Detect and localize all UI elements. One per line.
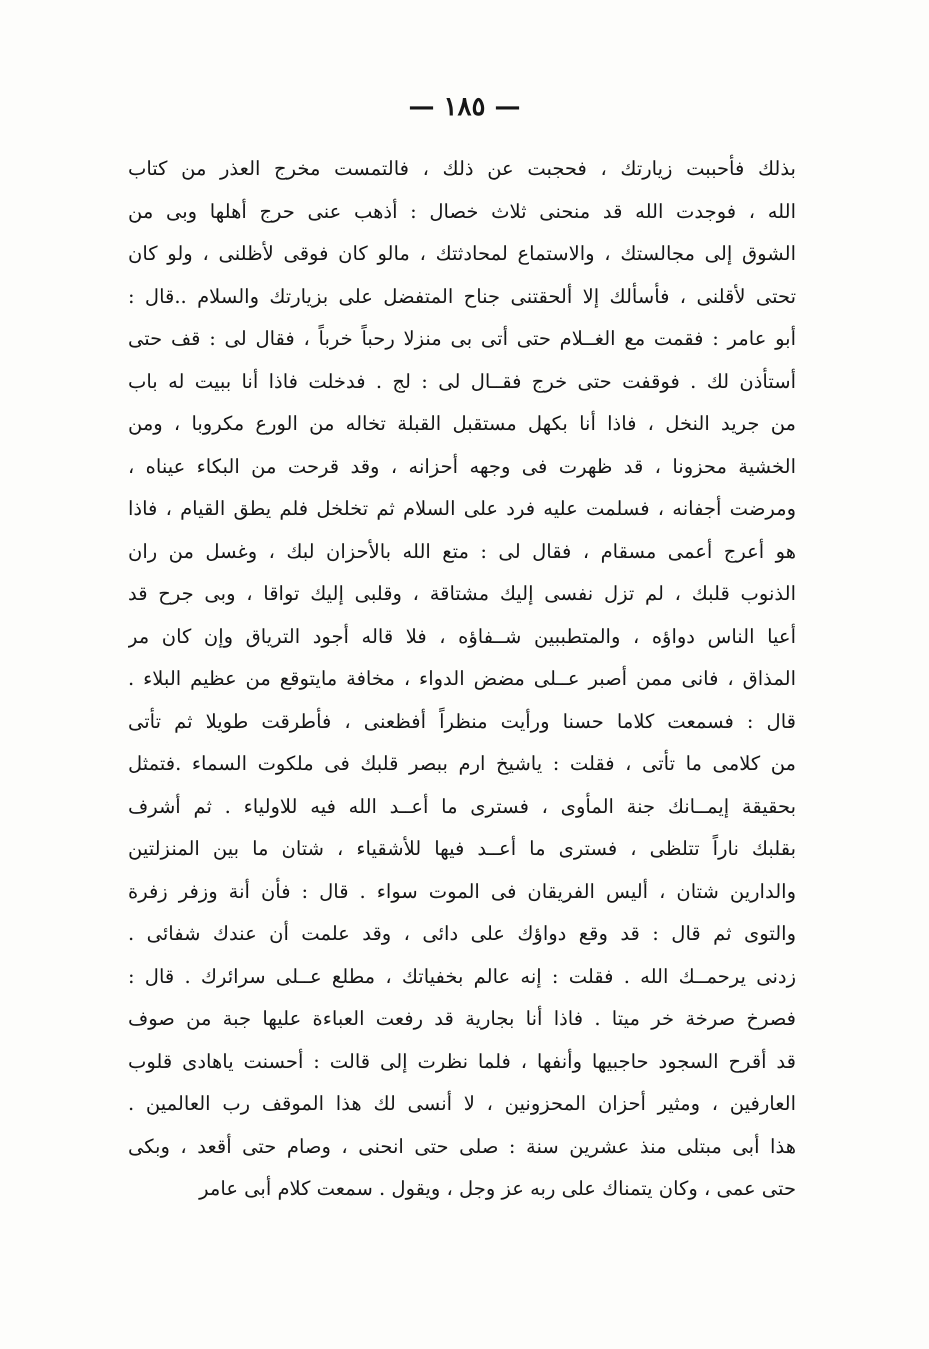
text-line-16: بحقيقة إيمــانك جنة المأوى ، فسترى ما أعــد الله فيه للاولياء . ثم أشرف — [128, 794, 796, 818]
text-line-22: قد أقرح السجود حاجبيها وأنفها ، فلما نظرت إلى قالت : أحسنت ياهادى قلوب — [128, 1049, 796, 1073]
text-line-17: بقلبك ناراً تتلظى ، فسترى ما أعــد فيها للأشقياء ، شتان ما بين المنزلتين — [128, 837, 796, 860]
text-line-9: ومرضت أجفانه ، فسلمت عليه فرد على السلام ثم تخلخل فلم يطق القيام ، فاذا — [128, 497, 796, 520]
text-line-13: المذاق ، فانى ممن أصبر عــلى مضض الدواء ، مخافة مايتوقع من عظيم البلاء . — [128, 667, 796, 690]
text-line-14: قال : فسمعت كلاما حسنا ورأيت منظراً أفظعنى ، فأطرقت طويلا ثم تأتى — [128, 709, 796, 733]
text-line-12: أعيا الناس دواؤه ، والمتطببين شــفاؤه ، فلا قاله أجود الترياق وإن كان مر — [128, 624, 796, 648]
text-line-23: العارفين ، ومثير أحزان المحزونين ، لا أنسى لك هذا الموقف رب العالمين . — [128, 1092, 796, 1115]
text-line-7: من جريد النخل ، فاذا أنا بكهل مستقبل القبلة تخاله من الورع مكروبا ، ومن — [128, 412, 796, 435]
text-line-11: الذنوب قلبك ، لم تزل نفسى إليك مشتاقة ، وقلبى إليك تواقا ، وبى جرح قد — [128, 582, 796, 605]
text-line-2: الله ، فوجدت الله قد منحنى ثلاث خصال : أذهب عنى حرج أهلها وبى من — [128, 199, 796, 223]
text-line-1: بذلك فأحببت زيارتك ، فحجبت عن ذلك ، فالتمست مخرج العذر من كتاب — [128, 157, 796, 180]
text-line-18: والدارين شتان ، أليس الفريقان فى الموت سواء . قال : فأن أنة وزفر زفرة — [128, 879, 796, 903]
text-line-3: الشوق إلى مجالستك ، والاستماع لمحادثتك ، مالو كان فوقى لأظلنى ، ولو كان — [128, 242, 796, 265]
text-line-10: هو أعرج أعمى مسقام ، فقال لى : متع الله بالأحزان لبك ، وغسل من ران — [128, 539, 796, 563]
text-line-5: أبو عامر : فقمت مع الغــلام حتى أتى بى منزلا رحباً خرباً ، فقال لى : قف حتى — [128, 327, 796, 350]
text-line-24: هذا أبى مبتلى منذ عشرين سنة : صلى حتى انحنى ، وصام حتى أقعد ، وبكى — [128, 1134, 796, 1158]
text-line-8: الخشية محزونا ، قد ظهرت فى وجهه أحزانه ، وقد قرحت من البكاء عيناه ، — [128, 454, 796, 478]
text-line-19: والتوى ثم قال : قد وقع دواؤك على دائى ، وقد علمت أن عندك شفائى . — [128, 922, 796, 945]
body-text — [128, 148, 796, 1211]
text-line-21: فصرخ صرخة خر ميتا . فاذا أنا بجارية قد رفعت العباءة عليها جبة من صوف — [128, 1007, 796, 1030]
page-number: — ١٨٥ — — [408, 92, 521, 122]
text-line-15: من كلامى ما تأتى ، فقلت : ياشيخ ارم ببصر قلبك فى ملكوت السماء .فتمثل — [128, 752, 796, 775]
text-line-4: تحتى لأقلنى ، فأسألك إلا ألحقتنى جناح المتفضل على بزيارتك والسلام ..قال : — [128, 284, 796, 308]
text-line-6: أستأذن لك . فوقفت حتى خرج فقــال لى : لج . فدخلت فاذا أنا ببيت له باب — [128, 369, 796, 393]
text-line-20: زدنى يرحمــك الله . فقلت : إنه عالم بخفياتك ، مطلع عــلى سرائرك . قال : — [128, 964, 796, 988]
text-line-25: حتى عمى ، وكان يتمناك على ربه عز وجل ، ويقول . سمعت كلام أبى عامر — [199, 1177, 796, 1200]
